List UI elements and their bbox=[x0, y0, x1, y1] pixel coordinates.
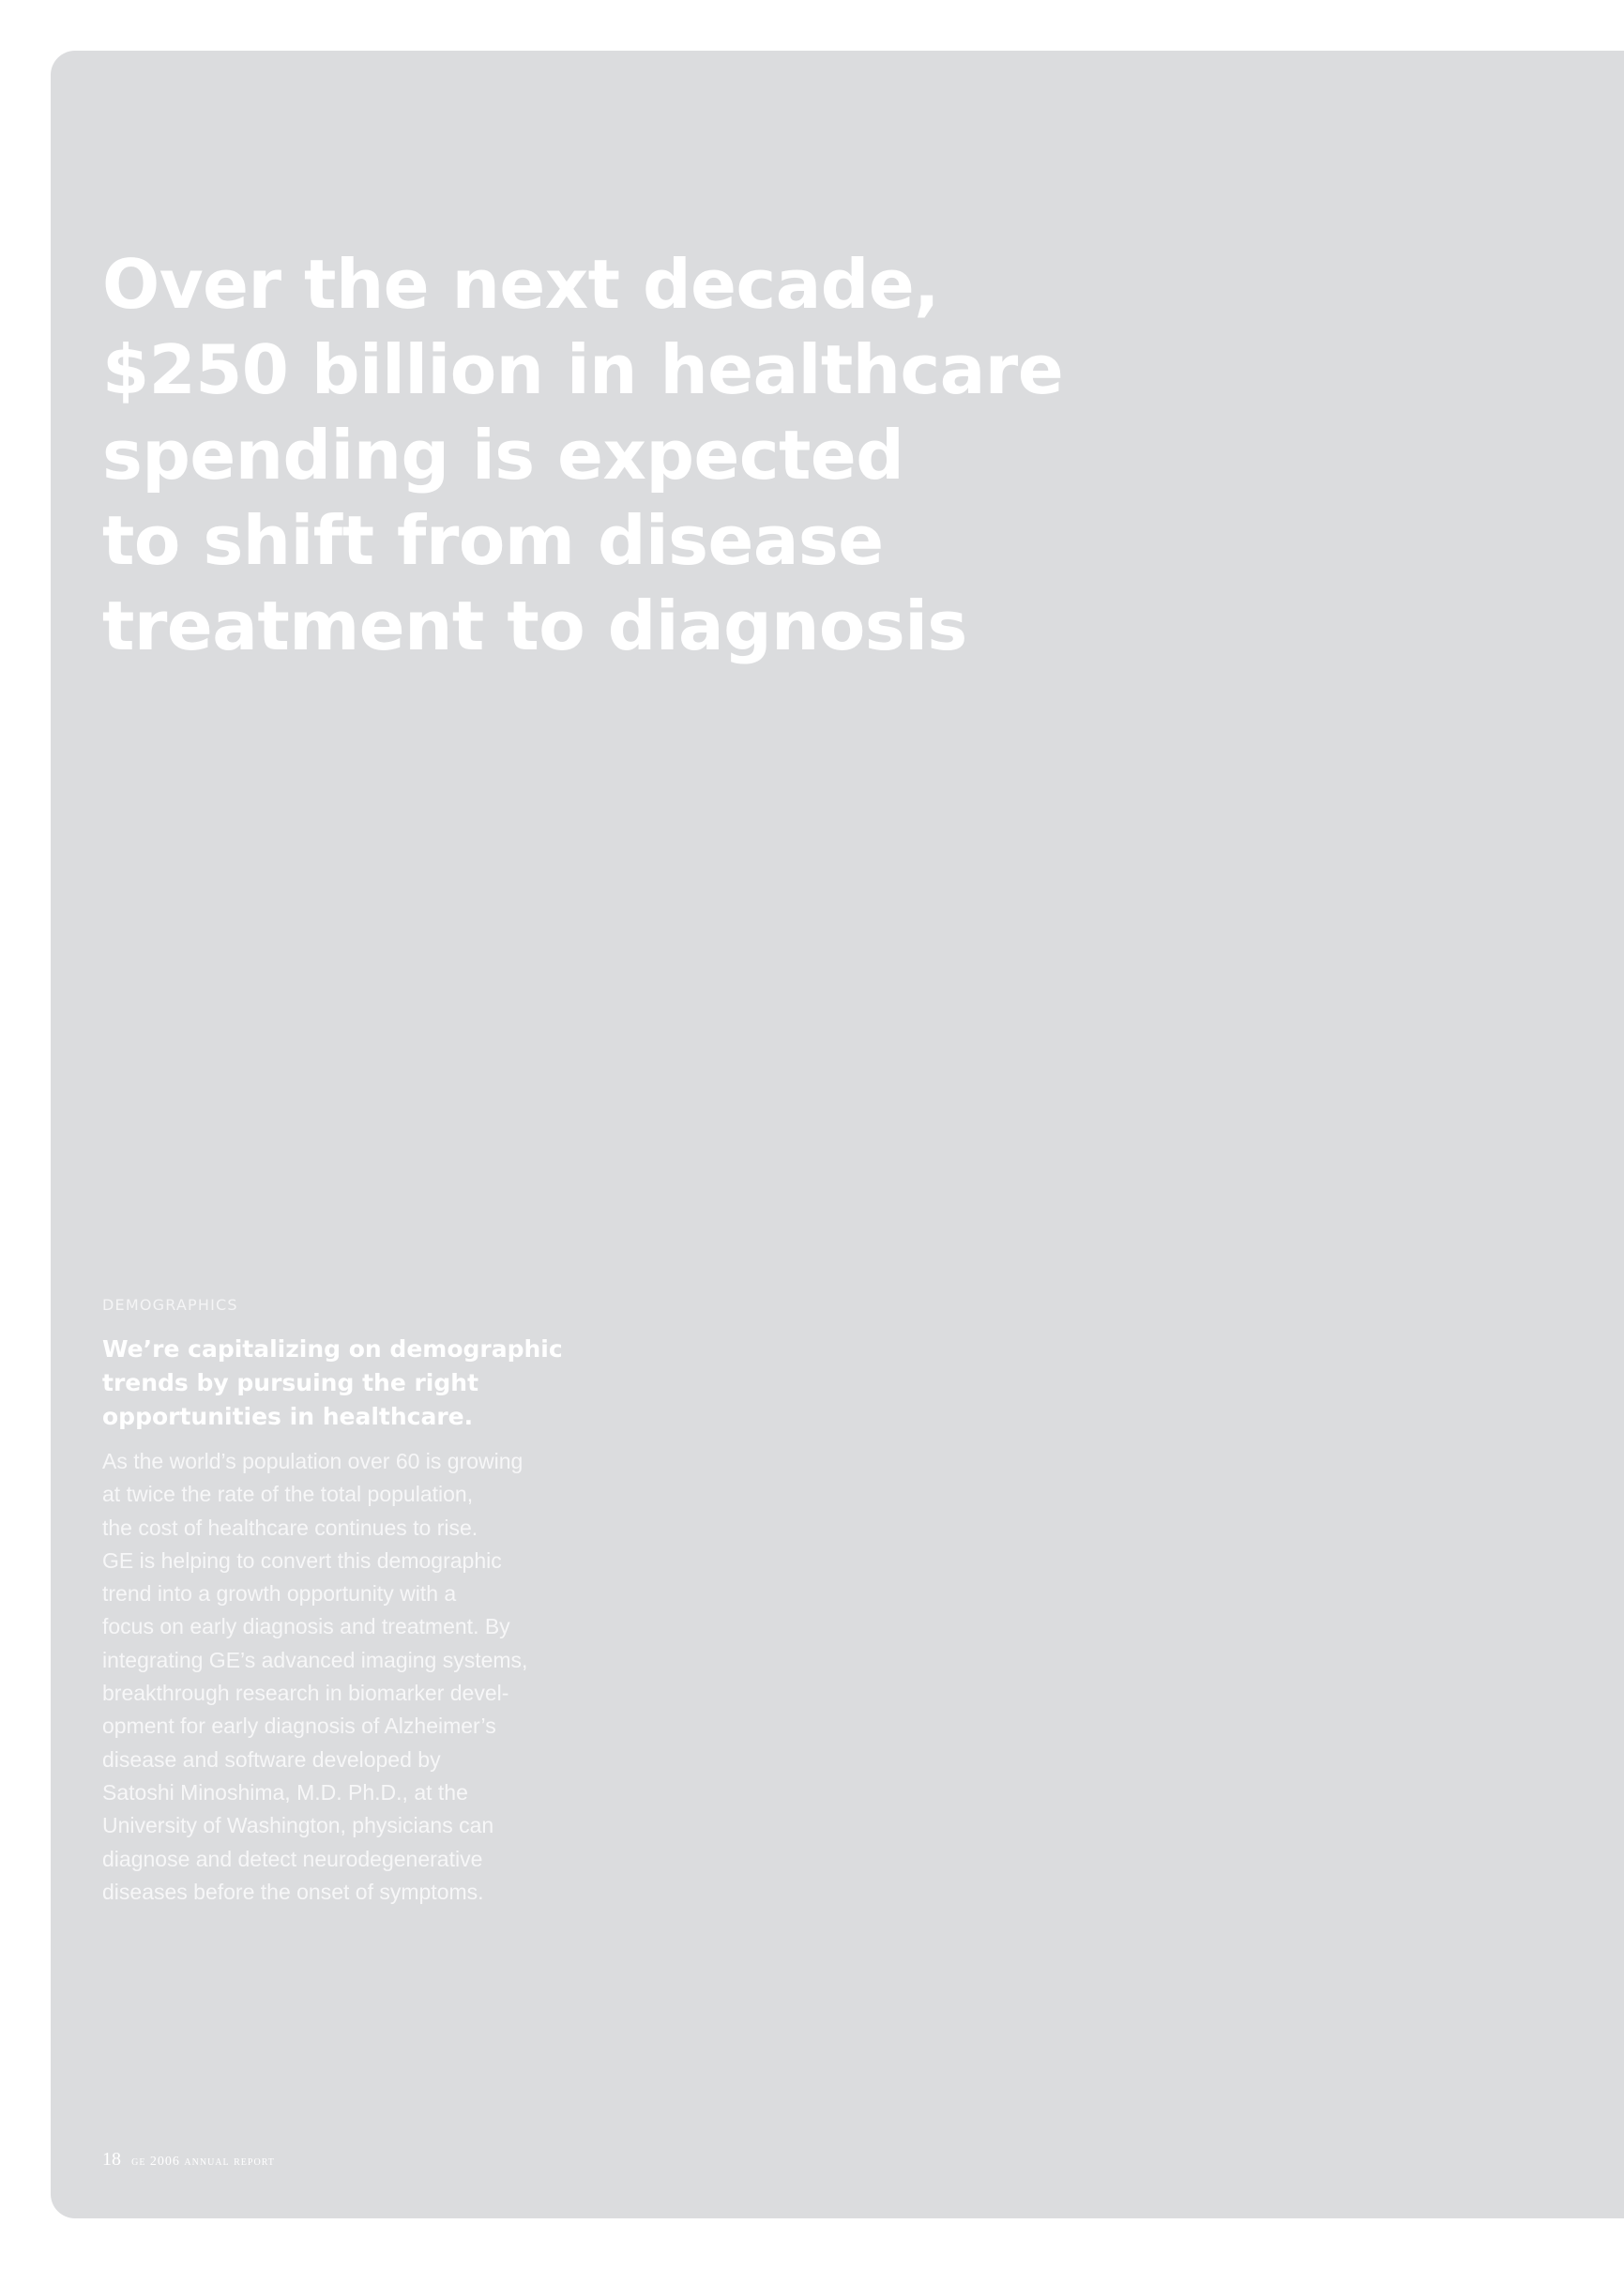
section-label: DEMOGRAPHICS bbox=[102, 1296, 238, 1314]
body-line: University of Washington, physicians can bbox=[102, 1813, 494, 1838]
headline-line: spending is expected bbox=[102, 416, 904, 495]
body-line: GE is helping to convert this demographic bbox=[102, 1547, 502, 1573]
section-heading-line: We’re capitalizing on demographic bbox=[102, 1335, 563, 1363]
body-line: opment for early diagnosis of Alzheimer’s bbox=[102, 1714, 496, 1739]
body-line: integrating GE’s advanced imaging systems, bbox=[102, 1647, 528, 1672]
body-line: diagnose and detect neurodegenerative bbox=[102, 1846, 483, 1871]
headline-line: to shift from disease bbox=[102, 501, 884, 580]
headline-line: treatment to diagnosis bbox=[102, 587, 967, 665]
page-footer bbox=[102, 2149, 275, 2171]
report-title: ge 2006 annual report bbox=[131, 2155, 275, 2169]
headline bbox=[102, 242, 1064, 669]
body-line: disease and software developed by bbox=[102, 1746, 441, 1772]
body-line: at twice the rate of the total population, bbox=[102, 1482, 474, 1507]
body-line: focus on early diagnosis and treatment. By bbox=[102, 1614, 510, 1639]
section-heading-line: trends by pursuing the right bbox=[102, 1369, 479, 1396]
body-line: Satoshi Minoshima, M.D. Ph.D., at the bbox=[102, 1779, 468, 1805]
page-number: 18 bbox=[102, 2149, 121, 2170]
section-heading bbox=[102, 1333, 563, 1434]
body-line: trend into a growth opportunity with a bbox=[102, 1581, 457, 1607]
body-line: the cost of healthcare continues to rise. bbox=[102, 1515, 478, 1540]
body-line: breakthrough research in biomarker devel- bbox=[102, 1681, 509, 1706]
headline-line: $250 billion in healthcare bbox=[102, 330, 1064, 409]
demographics-section bbox=[102, 1295, 563, 1909]
headline-line: Over the next decade, bbox=[102, 245, 939, 324]
section-body bbox=[102, 1445, 553, 1909]
section-heading-line: opportunities in healthcare. bbox=[102, 1403, 474, 1430]
body-line: diseases before the onset of symptoms. bbox=[102, 1879, 484, 1904]
body-line: As the world’s population over 60 is growing bbox=[102, 1449, 524, 1473]
